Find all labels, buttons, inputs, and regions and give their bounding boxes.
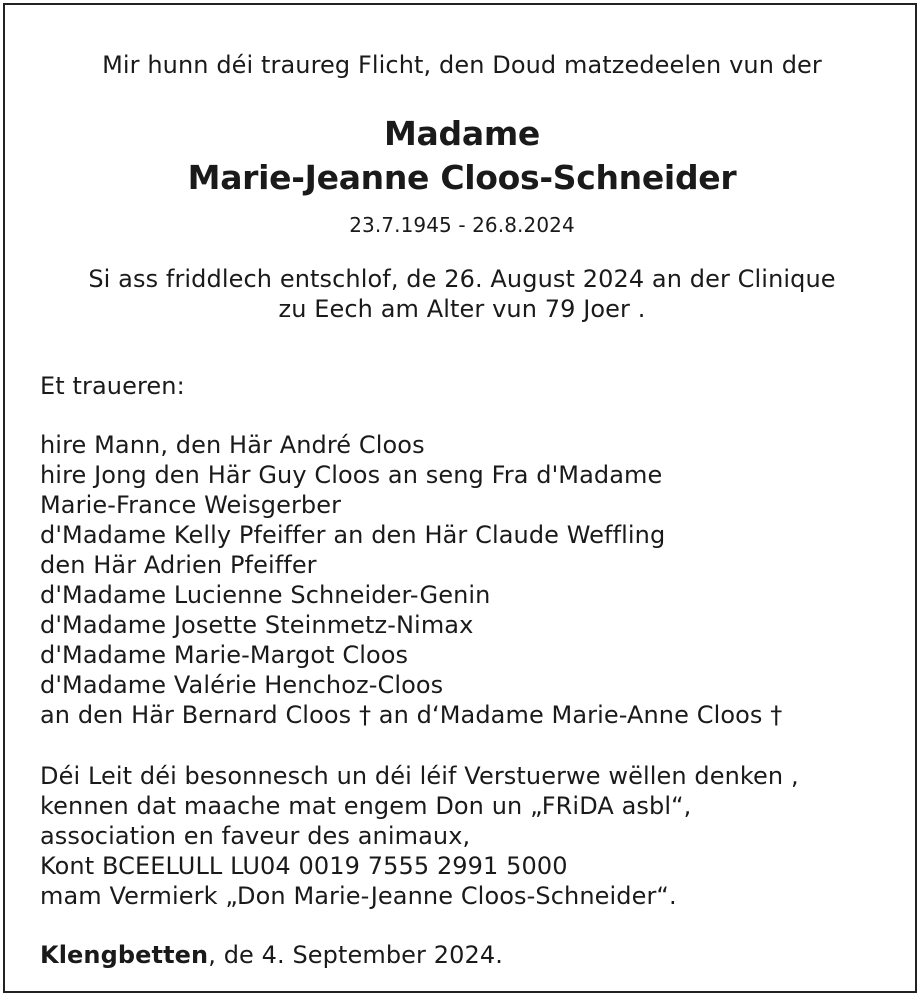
deceased-name: Marie-Jeanne Cloos-Schneider xyxy=(187,158,737,197)
donation-line: Kont BCEELULL LU04 0019 7555 2991 5000 xyxy=(40,852,568,880)
donation-line: Déi Leit déi besonnesch un déi léif Verstuerwe wëllen denken , xyxy=(40,762,799,790)
donation-line: association en faveur des animaux, xyxy=(40,822,471,850)
mourner-line: Marie-France Weisgerber xyxy=(40,491,342,519)
mourner-line: d'Madame Marie-Margot Cloos xyxy=(40,641,409,669)
intro-text: Mir hunn déi traureg Flicht, den Doud matzedeelen vun der xyxy=(102,51,822,79)
closing-line xyxy=(40,940,503,970)
donation-line: mam Vermierk „Don Marie-Jeanne Cloos-Schneider“. xyxy=(40,882,677,910)
closing-date: , de 4. September 2024. xyxy=(208,941,503,969)
donation-line: kennen dat maache mat engem Don un „FRiDA asbl“, xyxy=(40,792,692,820)
mourner-line: hire Mann, den Här André Cloos xyxy=(40,431,425,459)
mourners-heading: Et traueren: xyxy=(40,372,185,400)
death-statement-line-2: zu Eech am Alter vun 79 Joer . xyxy=(278,295,646,323)
death-statement-line-1: Si ass friddlech entschlof, de 26. August 2024 an der Clinique xyxy=(88,265,836,293)
mourner-line: d'Madame Valérie Henchoz-Cloos xyxy=(40,671,444,699)
mourner-line: d'Madame Josette Steinmetz-Nimax xyxy=(40,611,474,639)
mourner-line: d'Madame Kelly Pfeiffer an den Här Claude Weffling xyxy=(40,521,666,549)
obituary-notice xyxy=(3,3,917,993)
mourner-line: d'Madame Lucienne Schneider-Genin xyxy=(40,581,491,609)
life-dates: 23.7.1945 - 26.8.2024 xyxy=(349,213,575,237)
closing-place: Klengbetten xyxy=(40,941,209,969)
mourner-line: hire Jong den Här Guy Cloos an seng Fra d'Madame xyxy=(40,461,663,489)
honorific: Madame xyxy=(384,114,540,153)
mourner-line: den Här Adrien Pfeiffer xyxy=(40,551,317,579)
mourner-line: an den Här Bernard Cloos † an d‘Madame Marie-Anne Cloos † xyxy=(40,701,783,729)
